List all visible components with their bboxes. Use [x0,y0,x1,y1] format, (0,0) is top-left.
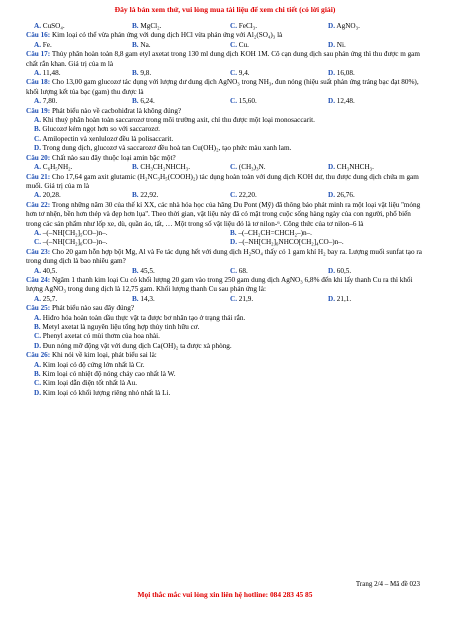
question-text: Trong những năm 30 của thế kỉ XX, các nhà hóa học của hãng Du Pont (Mỹ) đã thông báo phát minh ra một loại vật liệu ''mỏng hơn tơ nhện, bền hơn thép và đẹp hơn lụa''. Theo thời gian, vật liệu này đã có mặt trong cuộc sống hàng ngày của con người, phổ biến trong các sản phẩm như lốp xe, dù, quần áo, tất, … Một trong số vật liệu đó là tơ nilon-⁶. Công thức của tơ nilon–6 là [26,200,421,228]
option-letter: D. [34,388,41,397]
option-text: Đun nóng mỡ động vật với dung dịch Ca(OH)₂ ta được xà phòng. [42,341,232,350]
option-text: 25,7. [42,294,58,303]
answer-option [230,229,426,238]
answer-option [26,314,426,323]
option-text: (CH₃)₃N. [238,163,266,172]
answer-option [132,267,230,276]
option-text: 22,92. [140,191,159,200]
option-text: 7,80. [42,97,58,106]
option-text: Na. [140,40,151,49]
option-letter: B. [230,228,237,237]
option-letter: D. [328,97,335,106]
option-text: 11,48. [42,69,61,78]
answer-option [132,163,230,172]
option-letter: B. [132,69,139,78]
answer-option [26,361,426,370]
question-stem [26,276,426,295]
option-letter: D. [328,266,335,275]
option-letter: B. [132,40,139,49]
question-list [26,22,426,398]
question-stem [26,154,426,163]
option-letter: A. [34,163,41,172]
answer-option [26,332,426,341]
option-letter: C. [230,163,237,172]
option-text: –(–NH[CH₂]₆NHCO[CH₂]₄CO–)n–. [238,238,344,247]
answer-option [328,69,426,78]
option-text: –(–NH[CH₂]₆CO–)n–. [42,238,108,247]
option-letter: A. [34,191,41,200]
option-text: 21,1. [336,294,352,303]
answer-option [132,97,230,106]
option-letter: A. [34,69,41,78]
option-letter: C. [230,22,237,30]
answer-option [328,295,426,304]
question-text: Cho 20 gam hỗn hợp bột Mg, Al và Fe tác dụng hết với dung dịch H₂SO₄ thấy có 1 gam khí H₂ bay ra. Lượng muối sunfat tạo ra trong dung dịch là bao nhiêu gam? [26,247,422,266]
question-text: Phát biểu nào về cacbohiđrat là không đúng? [51,106,182,115]
option-text: 22,20. [238,191,257,200]
option-text: Cu. [238,40,249,49]
question-number: Câu 23: [26,247,51,256]
option-text: 60,5. [336,266,352,275]
option-text: Khi thuỷ phân hoàn toàn saccarozơ trong môi trường axit, chỉ thu được một loại monosaccarit. [42,116,315,125]
option-text: Kim loại có nhiệt độ nóng chảy cao nhất là W. [42,370,176,379]
answer-option [34,163,132,172]
question-stem [26,31,426,40]
option-text: CH₃CH₂NHCH₃. [140,163,191,172]
options-row [26,69,426,78]
option-text: Glucozơ kém ngọt hơn so với saccarozơ. [42,125,160,134]
answer-option [34,229,230,238]
answer-option [34,238,230,247]
answer-option [26,125,426,134]
answer-option [34,69,132,78]
hotline-footer: Mọi thắc mắc vui lòng xin liên hệ hotline: 084 283 45 85 [137,590,313,599]
options-row [26,229,426,238]
question-number: Câu 21: [26,172,51,181]
answer-option [26,116,426,125]
question-number: Câu 19: [26,106,51,115]
option-text: 68. [238,266,248,275]
answer-option [230,191,328,200]
option-letter: C. [34,134,41,143]
answer-option [328,41,426,50]
option-text: Ni. [336,40,346,49]
answer-option [34,191,132,200]
option-text: 15,60. [238,97,257,106]
question-text: Cho 13,00 gam glucozơ tác dụng với lượng dư dung dịch AgNO₃ trong NH₃, đun nóng (hiệu suất phản ứng tráng bạc đạt 80%), khối lượng kết tủa bạc (gam) thu được là [26,78,419,96]
question-text: Khi nói về kim loại, phát biểu sai là: [51,351,157,360]
option-text: CuSO₄. [42,22,65,30]
option-text: Metyl axetat là nguyên liệu tổng hợp thủy tinh hữu cơ. [42,323,200,331]
option-letter: C. [34,332,41,341]
answer-option [230,41,328,50]
option-text: 20,28. [42,191,61,200]
option-letter: D. [34,144,41,153]
answer-option [26,379,426,388]
question-number: Câu 25: [26,304,51,313]
option-letter: A. [34,228,41,237]
option-letter: C. [230,266,237,275]
options-row [26,163,426,172]
answer-option [34,22,132,31]
option-letter: A. [34,294,41,303]
answer-option [328,22,426,31]
option-text: Fe. [42,40,52,49]
question-stem [26,107,426,116]
question-stem [26,304,426,313]
answer-option [26,135,426,144]
option-text: C₆H₅NH₂. [42,163,73,172]
option-text: 14,3. [140,294,155,303]
answer-option [230,163,328,172]
option-letter: A. [34,360,41,369]
option-letter: B. [34,125,41,134]
option-text: FeCl₃. [238,22,258,30]
option-text: AgNO₃. [336,22,360,30]
answer-option [132,295,230,304]
option-letter: D. [328,40,335,49]
option-text: CH₃NHCH₃. [336,163,374,172]
options-row [26,238,426,247]
answer-option [328,267,426,276]
question-number: Câu 26: [26,351,51,360]
question-stem [26,78,426,97]
question-number: Câu 18: [26,78,51,87]
answer-option [34,295,132,304]
answer-option [230,22,328,31]
answer-option [132,41,230,50]
option-text: 12,48. [336,97,355,106]
option-letter: D. [328,294,335,303]
option-letter: D. [34,341,41,350]
option-text: Hiđro hóa hoàn toàn dầu thực vật ta được bơ nhân tạo ở trạng thái rắn. [42,313,246,322]
option-text: 16,08. [336,69,355,78]
option-letter: D. [328,163,335,172]
option-text: 40,5. [42,266,58,275]
answer-option [26,389,426,398]
question-number: Câu 22: [26,200,51,209]
option-letter: C. [230,40,237,49]
option-text: Phenyl axetat có mùi thơm của hoa nhài. [42,332,160,341]
option-text: Kim loại dẫn điện tốt nhất là Au. [42,379,138,388]
question-text: Thủy phân hoàn toàn 8,8 gam etyl axetat trong 130 ml dung dịch KOH 1M. Cô cạn dung dịch sau phản ứng thì thu được m gam chất rắn khan. Giá trị của m là [26,50,420,68]
answer-option [230,97,328,106]
option-letter: A. [34,116,41,125]
option-letter: B. [132,266,139,275]
option-letter: C. [230,294,237,303]
options-row [26,97,426,106]
option-letter: B. [132,97,139,106]
answer-option [34,97,132,106]
question-text: Ngâm 1 thanh kim loại Cu có khối lượng 20 gam vào trong 250 gam dung dịch AgNO₃ 6,8% đến khi lấy thanh Cu ra thì khối lượng AgNO₃ trong dung dịch là 12,75 gam. Khối lượng thanh Cu sau phản ứng là: [26,275,413,294]
option-letter: B. [132,22,139,30]
option-text: –(–CH₂CH=CHCH₂–)n–. [238,228,312,237]
options-row [26,41,426,50]
option-letter: B. [132,163,139,172]
options-row [26,267,426,276]
answer-option [26,323,426,332]
question-text: Phát biểu nào sau đây đúng? [51,304,135,313]
option-text: 45,5. [140,266,155,275]
option-text: Kim loại có độ cứng lớn nhất là Cr. [42,360,145,369]
answer-option [34,41,132,50]
answer-option [132,191,230,200]
options-row [26,191,426,200]
option-letter: D. [230,238,237,247]
option-letter: A. [34,40,41,49]
option-text: 26,76. [336,191,355,200]
answer-option [230,238,426,247]
answer-option [230,267,328,276]
option-letter: C. [230,97,237,106]
question-number: Câu 24: [26,275,51,284]
option-letter: D. [328,69,335,78]
answer-option [132,69,230,78]
option-letter: A. [34,22,41,30]
question-stem [26,201,426,229]
answer-option [26,144,426,153]
question-number: Câu 16: [26,31,51,40]
option-letter: C. [34,379,41,388]
answer-option [328,191,426,200]
answer-option [230,69,328,78]
question-text: Kim loại có thể vừa phản ứng với dung dịch HCl vừa phản ứng với Al₂(SO₄)₃ là [51,31,283,40]
option-letter: B. [132,191,139,200]
question-number: Câu 17: [26,50,51,59]
option-letter: B. [34,323,41,331]
option-letter: B. [34,370,41,379]
answer-option [26,342,426,351]
option-text: MgCl₂. [140,22,162,30]
option-letter: D. [328,22,335,30]
answer-option [328,163,426,172]
option-letter: A. [34,266,41,275]
question-stem [26,351,426,360]
question-stem [26,50,426,69]
option-letter: A. [34,313,41,322]
question-text: Cho 17,64 gam axit glutamic (H₂NC₃H₅(COOH)₂) tác dụng hoàn toàn với dung dịch KOH dư, thu được dung dịch chứa m gam muối. Giá trị của m là [26,172,419,190]
answer-option [132,22,230,31]
option-letter: C. [230,69,237,78]
question-15-options [26,22,426,31]
option-letter: C. [34,238,41,247]
answer-option [34,267,132,276]
options-row [26,295,426,304]
question-number: Câu 20: [26,153,51,162]
option-letter: A. [34,97,41,106]
question-text: Chất nào sau đây thuộc loại amin bậc một? [51,153,176,162]
option-letter: D. [328,191,335,200]
option-text: 9,4. [238,69,250,78]
preview-banner: Đây là bản xem thử, vui lòng mua tài liệu để xem chi tiết (có lời giải) [114,5,336,14]
answer-option [328,97,426,106]
option-text: 6,24. [140,97,155,106]
option-text: Kim loại có khối lượng riêng nhỏ nhất là Li. [42,388,171,397]
option-letter: C. [230,191,237,200]
option-text: 9,8. [140,69,152,78]
option-text: –(–NH[CH₂]₅CO–)n–. [42,228,108,237]
option-text: Trong dung dịch, glucozơ và saccarozơ đều hoà tan Cu(OH)₂, tạo phức màu xanh lam. [42,144,292,153]
option-text: 21,9. [238,294,254,303]
question-stem [26,173,426,192]
page-number: Trang 2/4 – Mã đề 023 [355,580,420,588]
answer-option [230,295,328,304]
option-text: Amilopectin và xenlulozơ đều là polisaccarit. [42,134,174,143]
question-stem [26,248,426,267]
option-letter: B. [132,294,139,303]
